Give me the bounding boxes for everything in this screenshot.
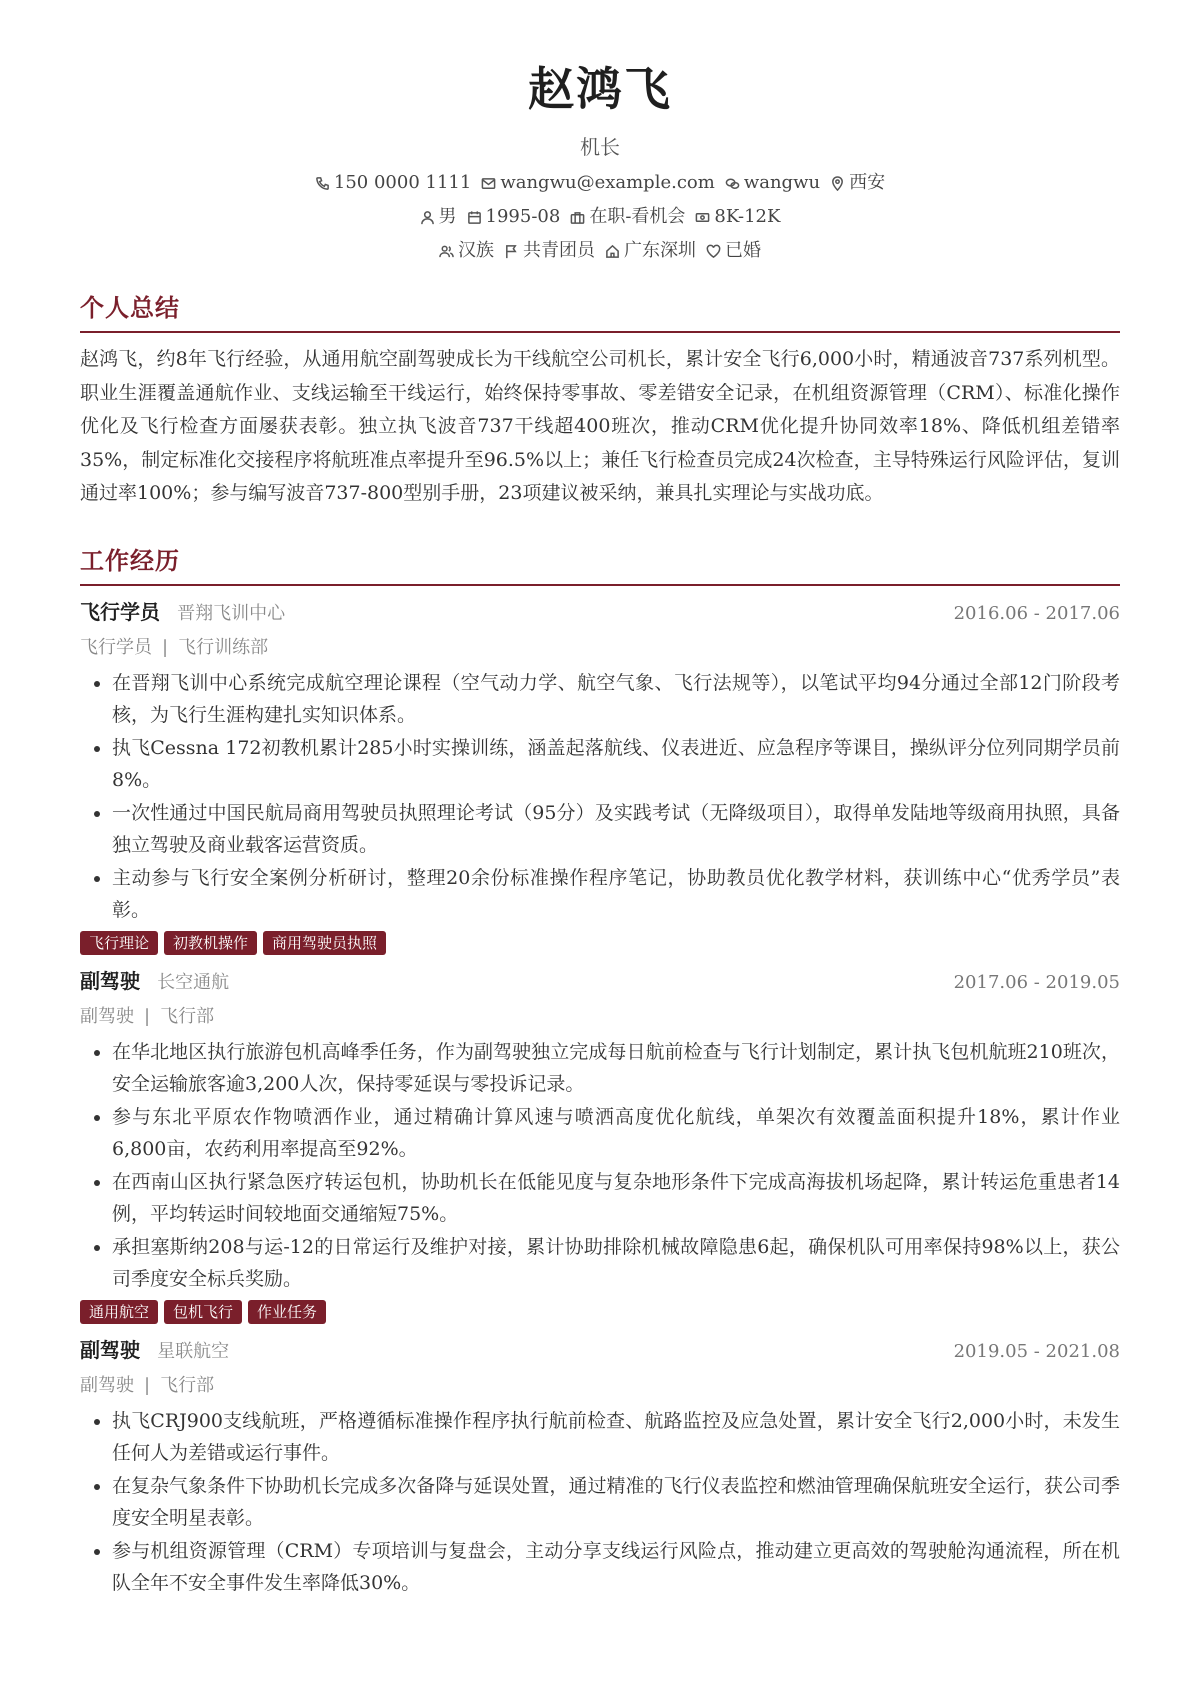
job-bullet: • 一次性通过中国民航局商用驾驶员执照理论考试（95分）及实践考试（无降级项目），取得单发陆地等级商用执照，具备独立驾驶及商业载客运营资质。 bbox=[112, 797, 1120, 862]
salary-text: 8K-12K bbox=[714, 206, 781, 228]
job-bullet: • 参与东北平原农作物喷洒作业，通过精确计算风速与喷洒高度优化航线，单架次有效覆盖面积提升18%，累计作业6,800亩，农药利用率提高至92%。 bbox=[112, 1101, 1120, 1166]
email-item bbox=[481, 172, 715, 194]
job-bullet: • 在华北地区执行旅游包机高峰季任务，作为副驾驶独立完成每日航前检查与飞行计划制定，累计执飞包机航班210班次，安全运输旅客逾3,200人次，保持零延误与零投诉记录。 bbox=[112, 1036, 1120, 1101]
email-text: wangwu@example.com bbox=[500, 172, 715, 194]
job-position: 副驾驶 bbox=[80, 1374, 134, 1396]
job-company: 长空通航 bbox=[157, 971, 230, 993]
wechat-text: wangwu bbox=[743, 172, 821, 194]
job-bullets bbox=[80, 667, 1120, 927]
job-subtitle bbox=[80, 1371, 1120, 1397]
experience-title: 工作经历 bbox=[80, 541, 1120, 586]
skill-tag: 包机飞行 bbox=[164, 1300, 242, 1324]
job-bullet: • 执飞Cessna 172初教机累计285小时实操训练，涵盖起落航线、仪表进近、应急程序等课目，操纵评分位列同期学员前8%。 bbox=[112, 732, 1120, 797]
job-date: 2019.05 - 2021.08 bbox=[953, 1340, 1120, 1362]
job-subtitle bbox=[80, 1002, 1120, 1028]
phone-text: 150 0000 1111 bbox=[333, 172, 472, 194]
user-icon bbox=[420, 210, 435, 225]
job-tags bbox=[80, 931, 1120, 955]
job-title: 副驾驶 bbox=[80, 968, 140, 993]
salary-icon bbox=[695, 210, 710, 225]
marital-item bbox=[706, 240, 761, 262]
job-header bbox=[80, 596, 1120, 625]
people-icon bbox=[439, 244, 454, 259]
flag-icon bbox=[504, 244, 519, 259]
skill-tag: 商用驾驶员执照 bbox=[263, 931, 386, 955]
candidate-role: 机长 bbox=[580, 135, 620, 160]
heart-icon bbox=[706, 244, 721, 259]
job-separator: | bbox=[162, 636, 169, 658]
job-entry bbox=[80, 965, 1120, 1324]
home-icon bbox=[605, 244, 620, 259]
job-company: 星联航空 bbox=[157, 1340, 230, 1362]
status-text: 在职-看机会 bbox=[589, 206, 686, 228]
location-item bbox=[830, 172, 885, 194]
hometown-item bbox=[605, 240, 696, 262]
job-subtitle bbox=[80, 633, 1120, 659]
summary-section bbox=[80, 288, 1120, 511]
mail-icon bbox=[481, 176, 496, 191]
job-department: 飞行训练部 bbox=[178, 636, 269, 658]
job-bullet: • 在复杂气象条件下协助机长完成多次备降与延误处置，通过精准的飞行仪表监控和燃油管理确保航班安全运行，获公司季度安全明星表彰。 bbox=[112, 1470, 1120, 1535]
skill-tag: 初教机操作 bbox=[164, 931, 257, 955]
job-position: 飞行学员 bbox=[80, 636, 152, 658]
personal-row bbox=[80, 206, 1120, 228]
phone-icon bbox=[315, 176, 330, 191]
gender-item bbox=[420, 206, 457, 228]
job-entry bbox=[80, 596, 1120, 955]
ethnicity-text: 汉族 bbox=[458, 240, 494, 262]
contact-row bbox=[80, 172, 1120, 194]
experience-section bbox=[80, 541, 1120, 1600]
job-header bbox=[80, 965, 1120, 994]
candidate-name: 赵鸿飞 bbox=[528, 62, 672, 116]
wechat-icon bbox=[725, 176, 740, 191]
job-department: 飞行部 bbox=[160, 1374, 215, 1396]
job-tags bbox=[80, 1300, 1120, 1324]
salary-item bbox=[695, 206, 780, 228]
wechat-item bbox=[725, 172, 820, 194]
calendar-icon bbox=[467, 210, 482, 225]
ethnicity-item bbox=[439, 240, 494, 262]
job-bullet: • 承担塞斯纳208与运-12的日常运行及维护对接，累计协助排除机械故障隐患6起，确保机队可用率保持98%以上，获公司季度安全标兵奖励。 bbox=[112, 1231, 1120, 1296]
job-bullet: • 在晋翔飞训中心系统完成航空理论课程（空气动力学、航空气象、飞行法规等），以笔试平均94分通过全部12门阶段考核，为飞行生涯构建扎实知识体系。 bbox=[112, 667, 1120, 732]
resume-header bbox=[80, 0, 1120, 262]
political-text: 共青团员 bbox=[523, 240, 595, 262]
job-separator: | bbox=[144, 1005, 151, 1027]
job-bullet: • 主动参与飞行安全案例分析研讨，整理20余份标准操作程序笔记，协助教员优化教学材料，获训练中心“优秀学员”表彰。 bbox=[112, 862, 1120, 927]
job-title: 副驾驶 bbox=[80, 1337, 140, 1362]
status-item bbox=[570, 206, 685, 228]
job-position: 副驾驶 bbox=[80, 1005, 134, 1027]
job-bullet: • 在西南山区执行紧急医疗转运包机，协助机长在低能见度与复杂地形条件下完成高海拔机场起降，累计转运危重患者14例，平均转运时间较地面交通缩短75%。 bbox=[112, 1166, 1120, 1231]
skill-tag: 作业任务 bbox=[248, 1300, 326, 1324]
job-date: 2016.06 - 2017.06 bbox=[953, 602, 1120, 624]
job-header bbox=[80, 1334, 1120, 1363]
birth-text: 1995-08 bbox=[485, 206, 561, 228]
job-title: 飞行学员 bbox=[80, 599, 160, 624]
job-bullets bbox=[80, 1036, 1120, 1296]
job-company: 晋翔飞训中心 bbox=[177, 602, 286, 624]
marital-text: 已婚 bbox=[725, 240, 761, 262]
location-text: 西安 bbox=[849, 172, 886, 194]
skill-tag: 飞行理论 bbox=[80, 931, 158, 955]
job-separator: | bbox=[144, 1374, 151, 1396]
hometown-text: 广东深圳 bbox=[624, 240, 696, 262]
location-icon bbox=[830, 176, 845, 191]
political-item bbox=[504, 240, 595, 262]
background-row bbox=[80, 240, 1120, 262]
phone-item bbox=[315, 172, 471, 194]
job-bullet: • 参与机组资源管理（CRM）专项培训与复盘会，主动分享支线运行风险点，推动建立更高效的驾驶舱沟通流程，所在机队全年不安全事件发生率降低30%。 bbox=[112, 1535, 1120, 1600]
job-department: 飞行部 bbox=[160, 1005, 215, 1027]
summary-text: 赵鸿飞，约8年飞行经验，从通用航空副驾驶成长为干线航空公司机长，累计安全飞行6,000小时，精通波音737系列机型。职业生涯覆盖通航作业、支线运输至干线运行，始终保持零事故、零差错安全记录，在机组资源管理（CRM）、标准化操作优化及飞行检查方面屡获表彰。独立执飞波音737干线超400班次，推动CRM优化提升协同效率18%、降低机组差错率35%，制定标准化交接程序将航班准点率提升至96.5%以上；兼任飞行检查员完成24次检查，主导特殊运行风险评估，复训通过率100%；参与编写波音737-800型别手册，23项建议被采纳，兼具扎实理论与实战功底。 bbox=[80, 348, 1120, 505]
summary-title: 个人总结 bbox=[80, 288, 1120, 333]
birth-item bbox=[467, 206, 561, 228]
gender-text: 男 bbox=[438, 206, 457, 228]
job-entry bbox=[80, 1334, 1120, 1600]
job-bullets bbox=[80, 1405, 1120, 1600]
skill-tag: 通用航空 bbox=[80, 1300, 158, 1324]
job-bullet: • 执飞CRJ900支线航班，严格遵循标准操作程序执行航前检查、航路监控及应急处置，累计安全飞行2,000小时，未发生任何人为差错或运行事件。 bbox=[112, 1405, 1120, 1470]
briefcase-icon bbox=[570, 210, 585, 225]
job-date: 2017.06 - 2019.05 bbox=[953, 971, 1120, 993]
